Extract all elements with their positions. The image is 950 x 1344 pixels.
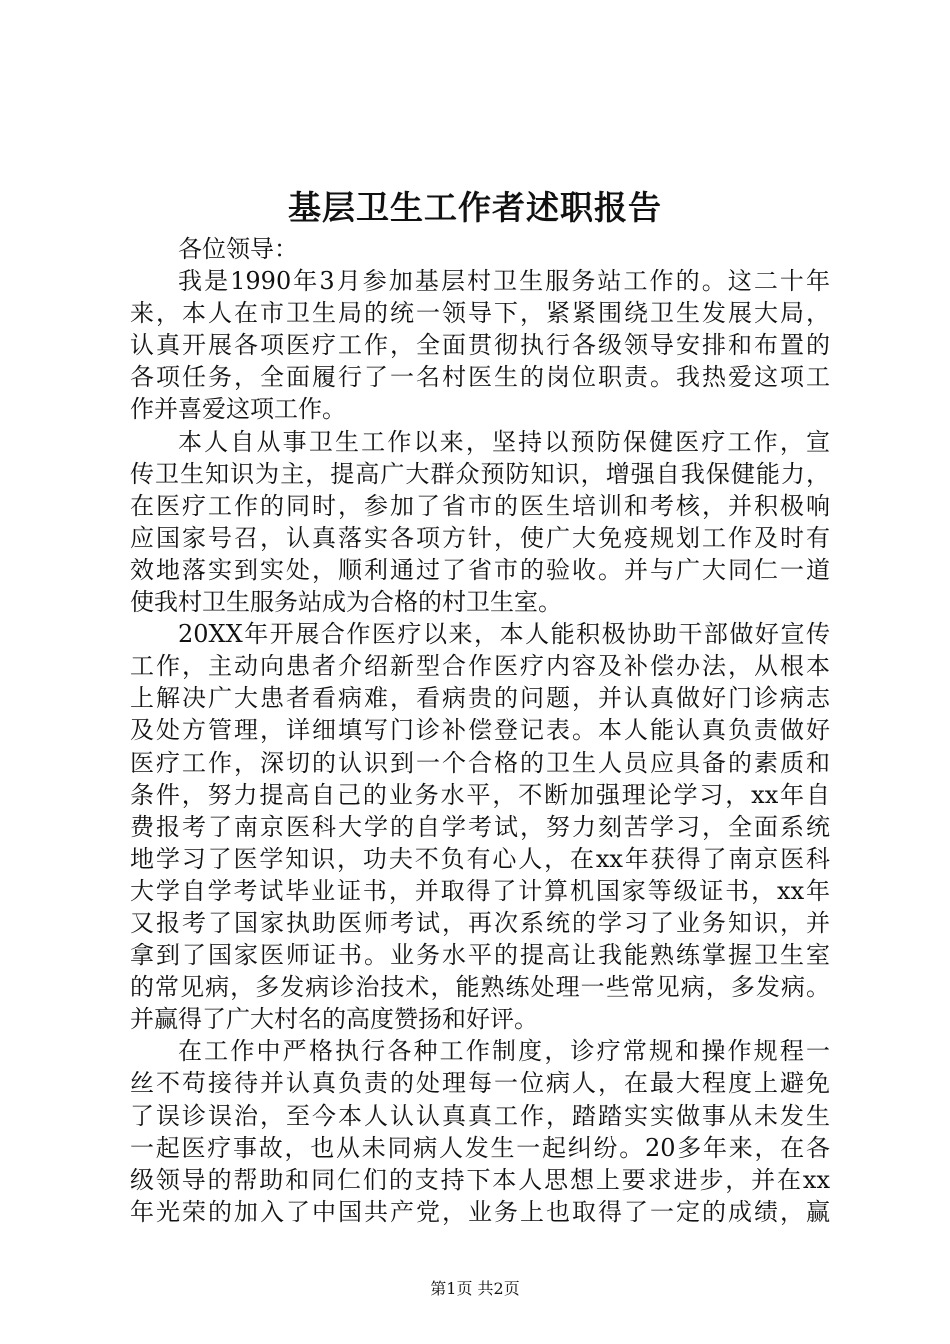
- paragraph-3-line: 及处方管理，详细填写门诊补偿登记表。本人能认真负责做好: [130, 716, 830, 745]
- paragraph-2-line: 应国家号召，认真落实各项方针，使广大免疫规划工作及时有: [130, 523, 830, 552]
- document-body: [130, 233, 830, 1228]
- paragraph-4-line: 一起医疗事故，也从未同病人发生一起纠纷。20多年来，在各: [130, 1133, 830, 1162]
- paragraph-2-line: 效地落实到实处，顺利通过了省市的验收。并与广大同仁一道: [130, 555, 830, 584]
- paragraph-3-line: 的常见病，多发病诊治技术，能熟练处理一些常见病，多发病。: [130, 973, 830, 1002]
- paragraph-1-line: 来，本人在市卫生局的统一领导下，紧紧围绕卫生发展大局，: [130, 299, 830, 328]
- paragraph-4-line: 丝不苟接待并认真负责的处理每一位病人，在最大程度上避免: [130, 1069, 830, 1098]
- paragraph-3-line: 费报考了南京医科大学的自学考试，努力刻苦学习，全面系统: [130, 812, 830, 841]
- paragraph-3-line: 并赢得了广大村名的高度赞扬和好评。: [130, 1005, 538, 1034]
- paragraph-2-line: 在医疗工作的同时，参加了省市的医生培训和考核，并积极响: [130, 491, 830, 520]
- paragraph-4-line: 在工作中严格执行各种工作制度，诊疗常规和操作规程一: [178, 1037, 830, 1066]
- paragraph-3-line: 条件，努力提高自己的业务水平，不断加强理论学习，xx年自: [130, 780, 830, 809]
- paragraph-3-line: 大学自学考试毕业证书，并取得了计算机国家等级证书，xx年: [130, 876, 830, 905]
- paragraph-4-line: 年光荣的加入了中国共产党，业务上也取得了一定的成绩，赢: [130, 1197, 830, 1226]
- paragraph-2-line: 传卫生知识为主，提高广大群众预防知识，增强自我保健能力，: [130, 459, 830, 488]
- paragraph-3-line: 医疗工作，深切的认识到一个合格的卫生人员应具备的素质和: [130, 748, 830, 777]
- paragraph-1-line: 我是1990年3月参加基层村卫生服务站工作的。这二十年: [178, 267, 830, 296]
- paragraph-3-line: 上解决广大患者看病难，看病贵的问题，并认真做好门诊病志: [130, 684, 830, 713]
- paragraph-3-line: 工作，主动向患者介绍新型合作医疗内容及补偿办法，从根本: [130, 652, 830, 681]
- paragraph-2-line: 使我村卫生服务站成为合格的村卫生室。: [130, 588, 562, 617]
- paragraph-3-line: 又报考了国家执助医师考试，再次系统的学习了业务知识，并: [130, 908, 830, 937]
- document-title: 基层卫生工作者述职报告: [288, 188, 662, 227]
- paragraph-3-line: 拿到了国家医师证书。业务水平的提高让我能熟练掌握卫生室: [130, 941, 830, 970]
- page-footer: 第1页 共2页: [430, 1279, 520, 1298]
- paragraph-1-line: 认真开展各项医疗工作，全面贯彻执行各级领导安排和布置的: [130, 331, 830, 360]
- paragraph-1-line: 各项任务，全面履行了一名村医生的岗位职责。我热爱这项工: [130, 363, 830, 392]
- paragraph-1-line: 作并喜爱这项工作。: [130, 395, 346, 424]
- paragraph-4-line: 级领导的帮助和同仁们的支持下本人思想上要求进步，并在xx: [130, 1165, 830, 1194]
- paragraph-4-line: 了误诊误治，至今本人认认真真工作，踏踏实实做事从未发生: [130, 1101, 830, 1130]
- paragraph-3-line: 20XX年开展合作医疗以来，本人能积极协助干部做好宣传: [178, 620, 830, 649]
- paragraph-3-line: 地学习了医学知识，功夫不负有心人，在xx年获得了南京医科: [130, 844, 830, 873]
- salutation-line: 各位领导：: [178, 235, 298, 263]
- paragraph-2-line: 本人自从事卫生工作以来，坚持以预防保健医疗工作，宣: [178, 427, 830, 456]
